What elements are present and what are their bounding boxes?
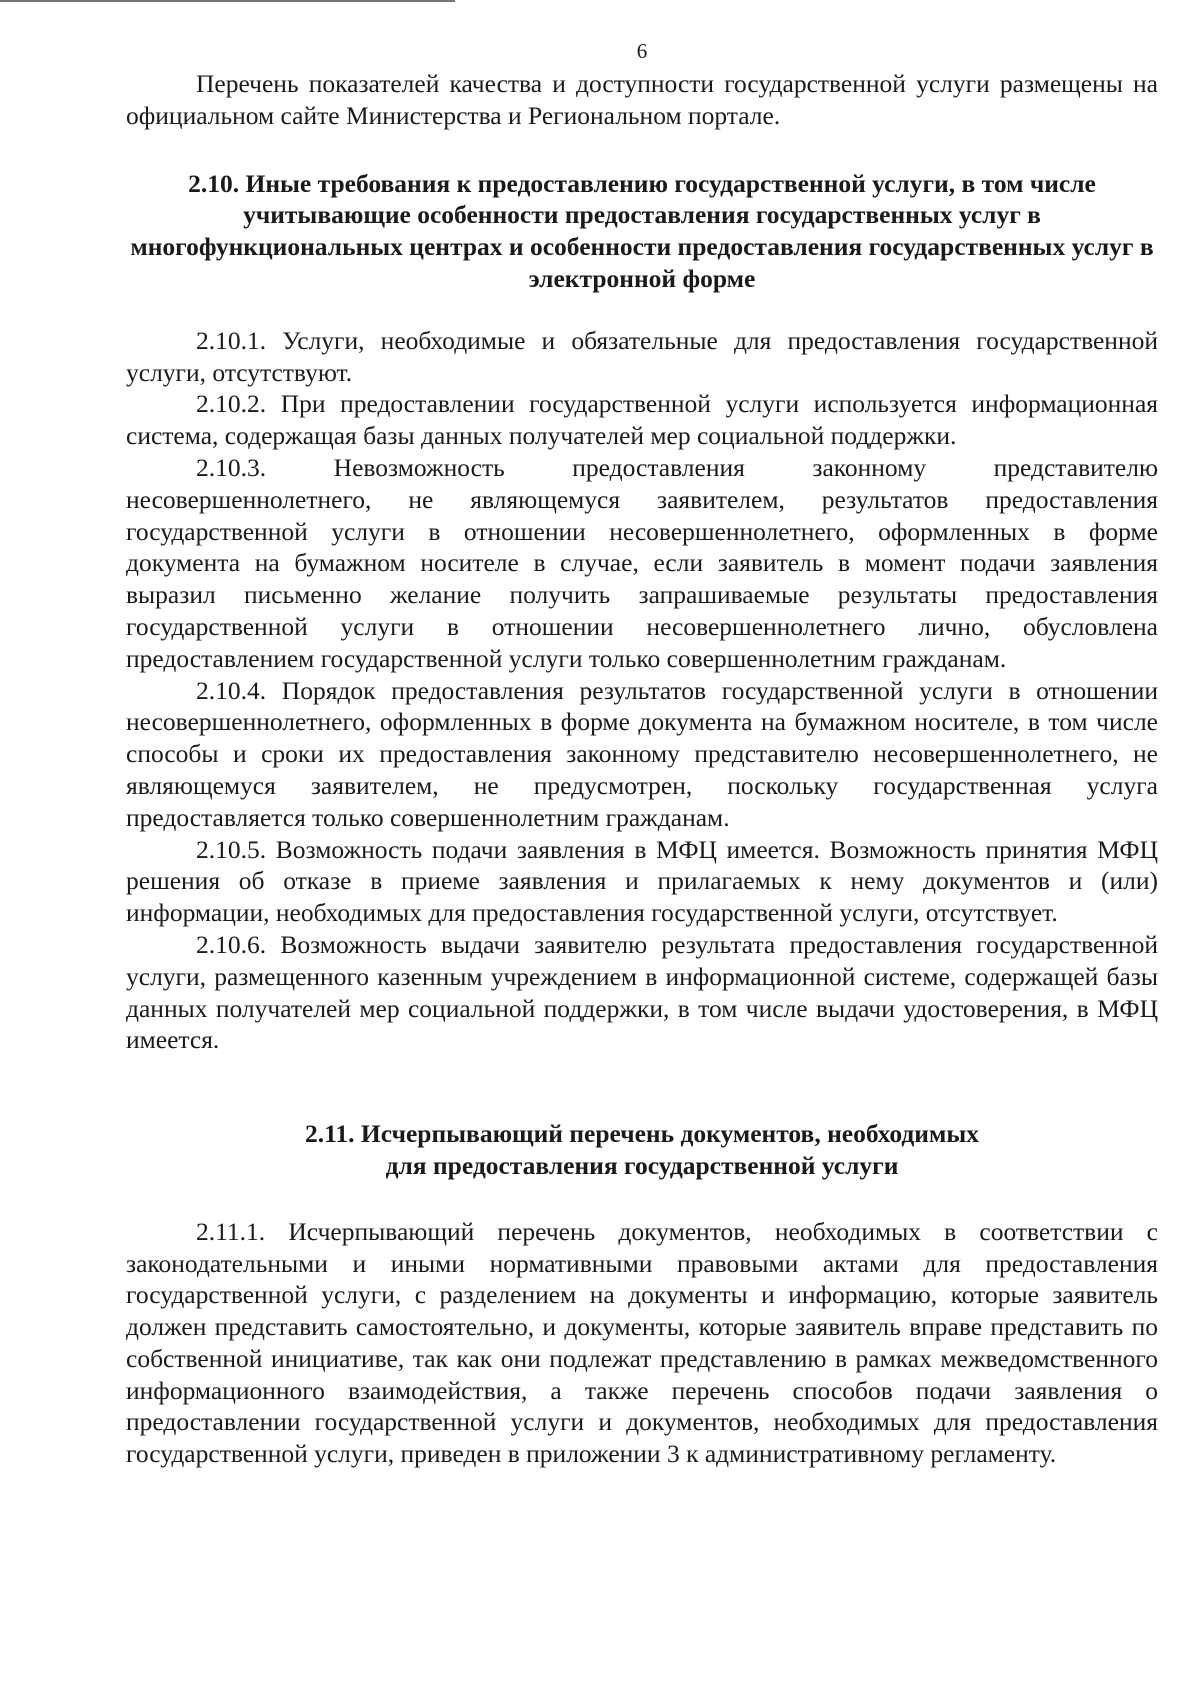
scan-edge-line	[0, 0, 455, 2]
paragraph-2-10-3: 2.10.3. Невозможность предоставления законному представителю несовершеннолетнего, не являющемуся заявителем, результатов предоставления государственной услуги в отношении несовершеннолетнего, оформленных в форме документа на бумажном носителе в случае, если заявитель в момент подачи заявления выразил письменно желание получить запрашиваемые результаты предоставления государственной услуги в отношении несовершеннолетнего лично, обусловлена предоставлением государственной услуги только совершеннолетним гражданам.	[126, 452, 1158, 673]
section-2-11-heading	[126, 1118, 1158, 1182]
document-page	[126, 38, 1158, 1470]
section-2-11-heading-line-2: для предоставления государственной услуги	[385, 1150, 899, 1180]
paragraph-2-10-5: 2.10.5. Возможность подачи заявления в МФЦ имеется. Возможность принятия МФЦ решения об отказе в приеме заявления и прилагаемых к нему документов и (или) информации, необходимых для предоставления государственной услуги, отсутствует.	[126, 834, 1158, 928]
paragraph-2-11-1: 2.11.1. Исчерпывающий перечень документов, необходимых в соответствии с законодательными и иными нормативными правовыми актами для предоставления государственной услуги, с разделением на документы и информацию, которые заявитель должен представить самостоятельно, и документы, которые заявитель вправе представить по собственной инициативе, так как они подлежат представлению в рамках межведомственного информационного взаимодействия, а также перечень способов подачи заявления о предоставлении государственной услуги и документов, необходимых для предоставления государственной услуги, приведен в приложении 3 к административному регламенту.	[126, 1216, 1158, 1469]
section-2-11-heading-line-1: 2.11. Исчерпывающий перечень документов, необходимых	[304, 1119, 980, 1149]
paragraph-2-10-2: 2.10.2. При предоставлении государственной услуги используется информационная система, содержащая базы данных получателей мер социальной поддержки.	[126, 389, 1158, 451]
paragraph-2-10-6: 2.10.6. Возможность выдачи заявителю результата предоставления государственной услуги, размещенного казенным учреждением в информационной системе, содержащей базы данных получателей мер социальной поддержки, в том числе выдачи удостоверения, в МФЦ имеется.	[126, 929, 1158, 1055]
page-number: 6	[636, 39, 648, 63]
paragraph-2-10-4: 2.10.4. Порядок предоставления результатов государственной услуги в отношении несовершеннолетнего, оформленных в форме документа на бумажном носителе, в том числе способы и сроки их предоставления законному представителю несовершеннолетнего, не являющемуся заявителем, не предусмотрен, поскольку государственная услуга предоставляется только совершеннолетним гражданам.	[126, 675, 1158, 832]
section-2-10-heading: 2.10. Иные требования к предоставлению государственной услуги, в том числе учитывающие особенности предоставления государственных услуг в многофункциональных центрах и особенности предоставления государственных услуг в электронной форме	[130, 168, 1154, 293]
paragraph-2-10-1: 2.10.1. Услуги, необходимые и обязательные для предоставления государственной услуги, отсутствуют.	[126, 325, 1158, 387]
intro-paragraph: Перечень показателей качества и доступности государственной услуги размещены на официальном сайте Министерства и Региональном портале.	[126, 69, 1158, 130]
